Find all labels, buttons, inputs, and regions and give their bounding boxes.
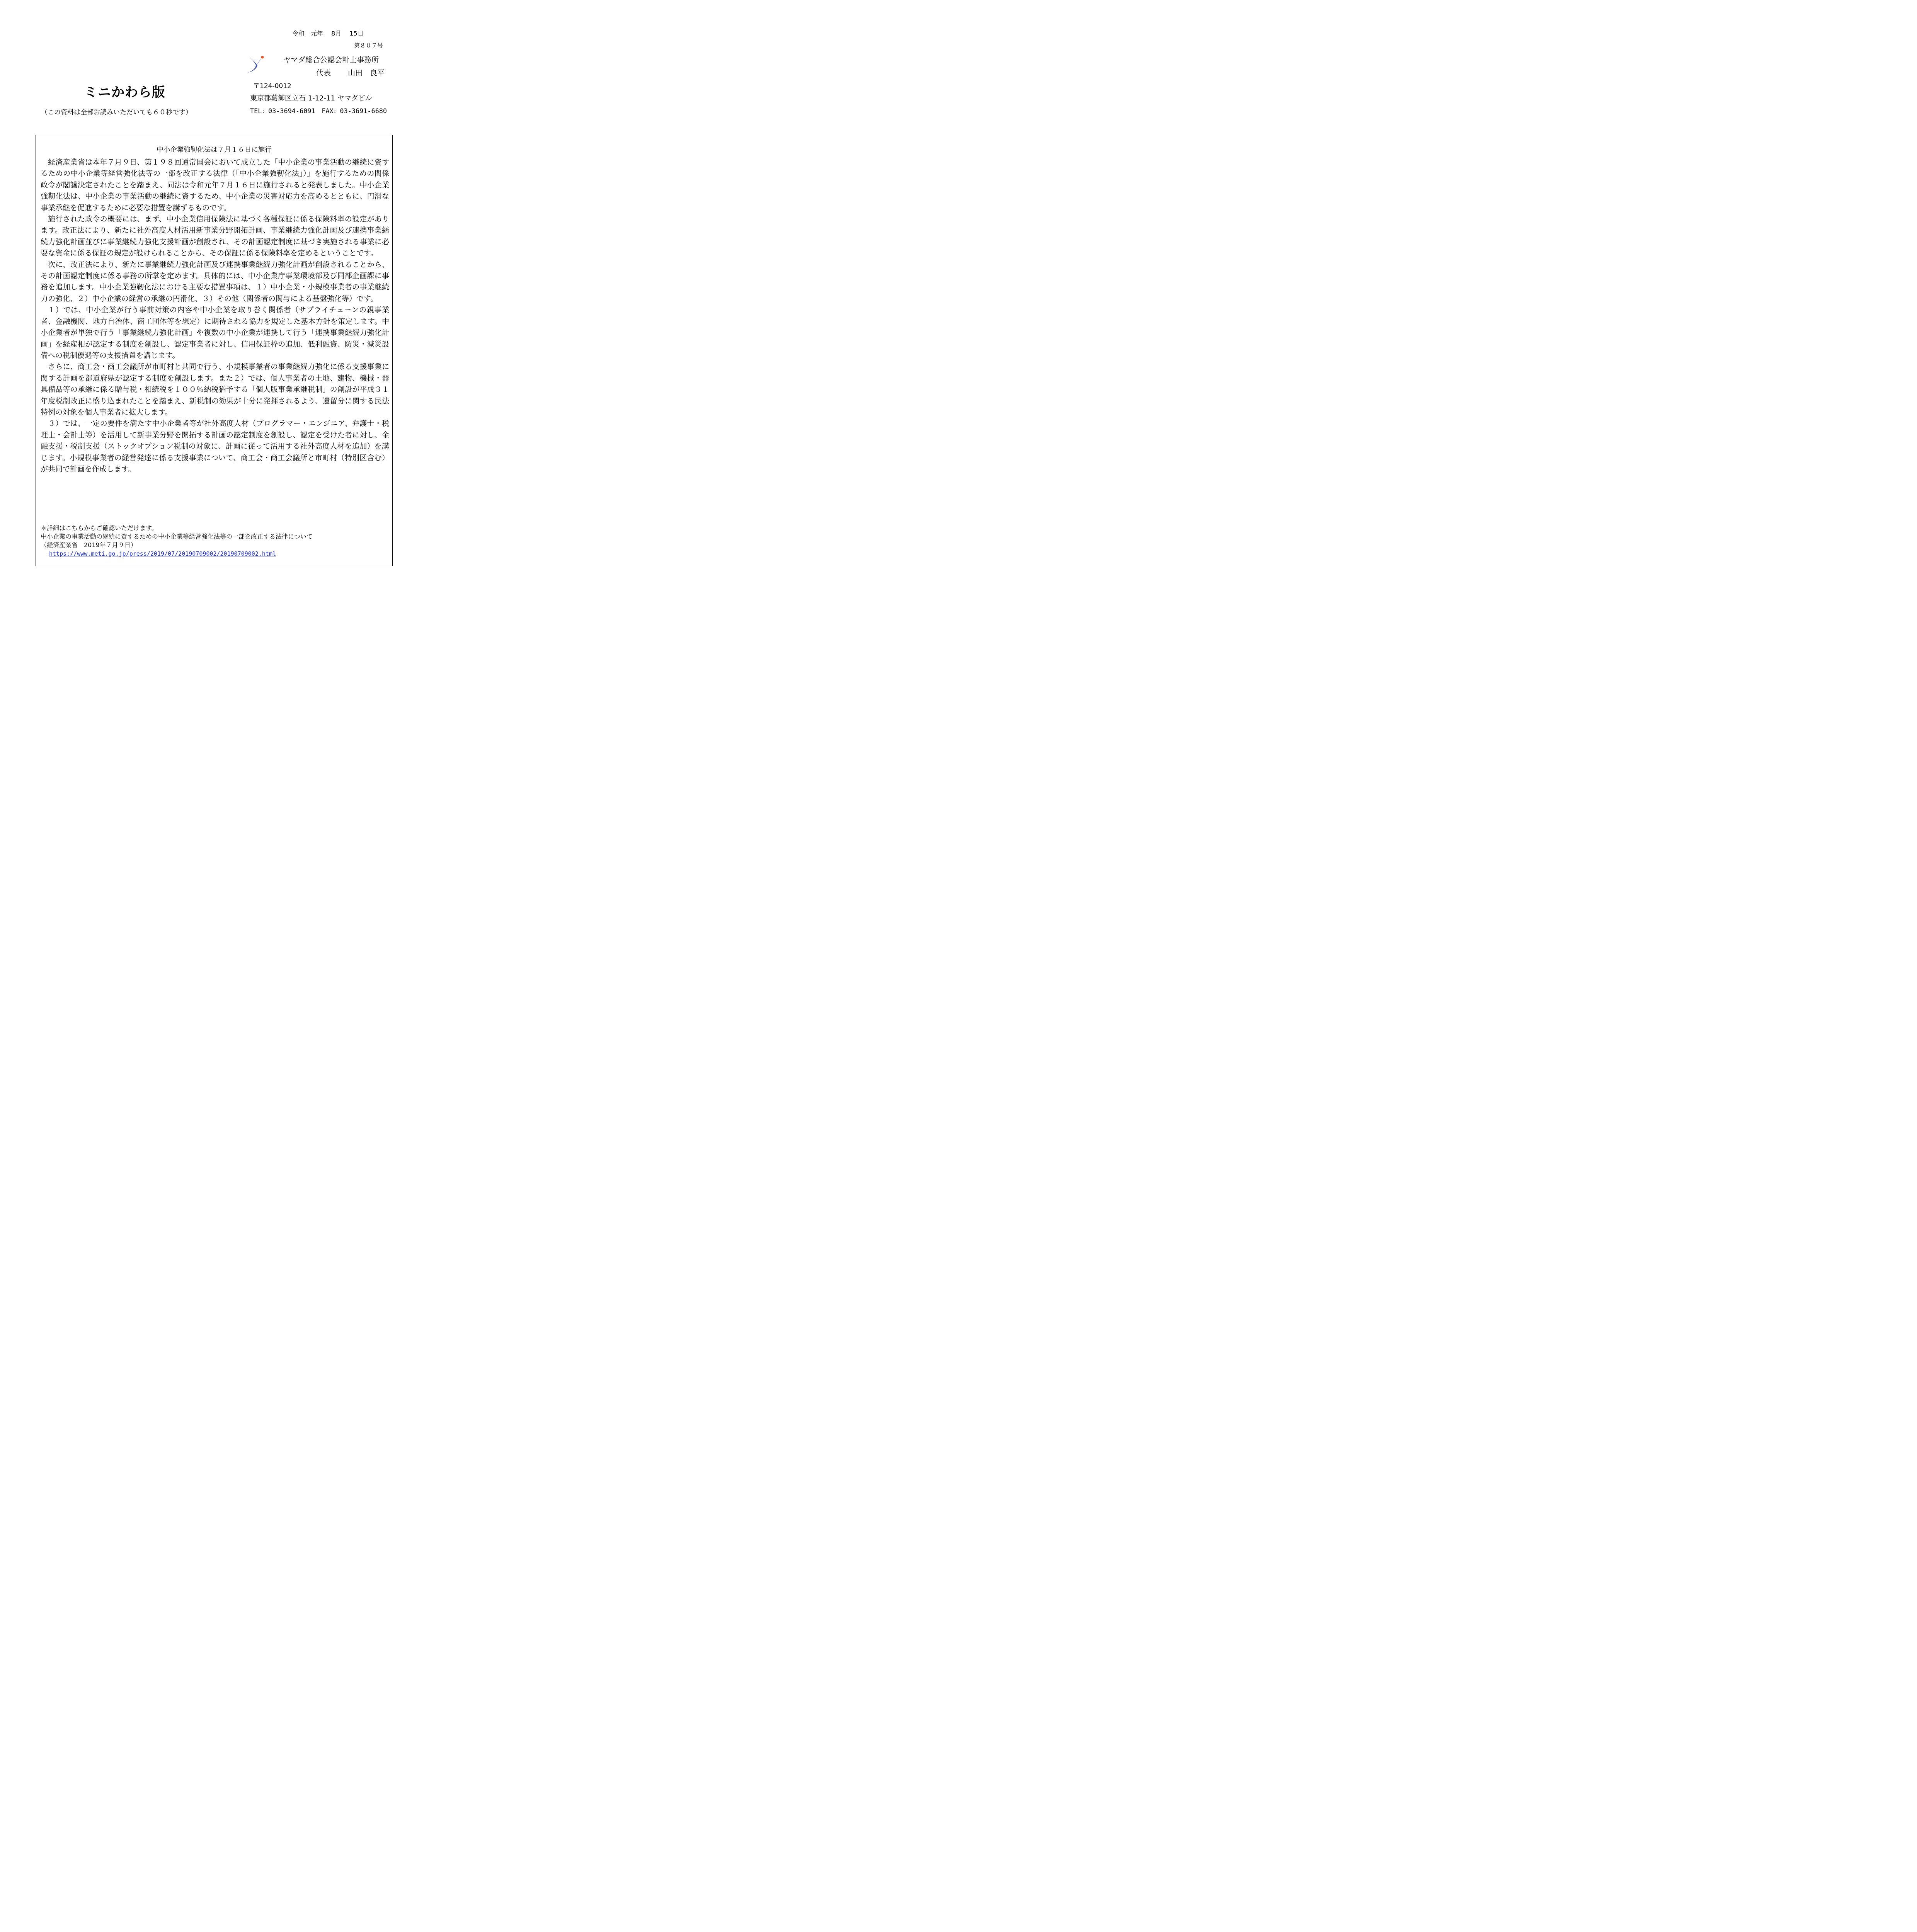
paragraph: さらに、商工会・商工会議所が市町村と共同で行う、小規模事業者の事業継続力強化に係る支援事業に関する計画を都道府県が認定する制度を創設します。また２）では、個人事業者の土地、建物、機械・器具備品等の承継に係る贈与税・相続税を１００％納税猶予する「個人版事業承継税制」の創設が平成３１年度税制改正に盛り込まれたことを踏まえ、新税制の効果が十分に発揮されるよう、遺留分に関する民法特例の対象を個人事業者に拡大します。 <box>41 362 389 417</box>
article-box <box>36 135 393 566</box>
article-heading: 中小企業強靭化法は７月１６日に施行 <box>157 146 272 154</box>
firm-name: ヤマダ総合公認会計士事務所 <box>283 56 379 64</box>
firm-logo-icon <box>244 53 266 74</box>
paragraph: 経済産業省は本年７月９日、第１９８回通常国会において成立した「中小企業の事業活動の継続に資するための中小企業等経営強化法等の一部を改正する法律（「中小企業強靭化法」）」を施行するための関係政令が閣議決定されたことを踏まえ、同法は令和元年７月１６日に施行されると発表しました。中小企業強靭化法は、中小企業の事業活動の継続に資するため、中小企業の災害対応力を高めるとともに、円滑な事業承継を促進するために必要な措置を講ずるものです。 <box>41 158 389 212</box>
address: 東京都葛飾区立石 1-12-11 ヤマダビル <box>250 94 372 102</box>
document-number: 第８０７号 <box>354 42 383 49</box>
paragraph: 次に、改正法により、新たに事業継続力強化計画及び連携事業継続力強化計画が創設されることから、その計画認定制度に係る事務の所掌を定めます。具体的には、中小企業庁事業環境部及び同部企画課に事務を追加します。中小企業強靭化法における主要な措置事項は、１）中小企業・小規模事業者の事業継続力の強化、２）中小企業の経営の承継の円滑化、３）その他（関係者の関与による基盤強化等）です。 <box>41 260 389 303</box>
reference-title: 中小企業の事業活動の継続に資するための中小企業等経営強化法等の一部を改正する法律について <box>41 533 313 540</box>
article-body <box>41 157 389 475</box>
postal-code: 〒124-0012 <box>253 82 291 90</box>
representative: 代表 山田 良平 <box>316 69 385 77</box>
paragraph: ３）では、一定の要件を満たす中小企業者等が社外高度人材（プログラマー・エンジニア、弁護士・税理士・会計士等）を活用して新事業分野を開拓する計画の認定制度を創設し、認定を受けた者に対し、金融支援・税制支援（ストックオプション税制の対象に、計画に従って活用する社外高度人材を追加）を講じます。小規模事業者の経営発達に係る支援事業について、商工会・商工会議所と市町村（特別区含む）が共同で計画を作成します。 <box>41 419 389 473</box>
newsletter-subtitle: （この資料は全部お読みいただいても６０秒です） <box>41 109 192 116</box>
paragraph: １）では、中小企業が行う事前対策の内容や中小企業を取り巻く関係者（サプライチェーンの親事業者、金融機関、地方自治体、商工団体等を想定）に期待される協力を規定した基本方針を策定します。中小企業者が単独で行う「事業継続力強化計画」や複数の中小企業が連携して行う「連携事業継続力強化計画」を経産相が認定する制度を創設し、認定事業者に対し、信用保証枠の追加、低利融資、防災・減災設備への税制優遇等の支援措置を講じます。 <box>41 306 389 360</box>
reference-link[interactable]: https://www.meti.go.jp/press/2019/07/20190709002/20190709002.html <box>49 550 276 557</box>
newsletter-title: ミニかわら版 <box>84 85 165 100</box>
contact-line: TEL：03-3694-6091 FAX：03-3691-6680 <box>250 107 387 115</box>
issue-date: 令和 元年 8月 15日 <box>292 30 364 37</box>
paragraph: 施行された政令の概要には、まず、中小企業信用保険法に基づく各種保証に係る保険料率の設定があります。改正法により、新たに社外高度人材活用新事業分野開拓計画、事業継続力強化計画及び連携事業継続力強化計画並びに事業継続力強化支援計画が創設され、その計画認定制度に基づき実施される事業に必要な資金に係る保証の規定が設けられることから、その保証に係る保険料率を定めるということです。 <box>41 215 389 258</box>
reference-source: （経済産業省 2019年７月９日） <box>41 541 137 549</box>
reference-notes <box>41 524 390 558</box>
detail-note: ＊詳細はこちらからご確認いただけます。 <box>41 524 158 532</box>
